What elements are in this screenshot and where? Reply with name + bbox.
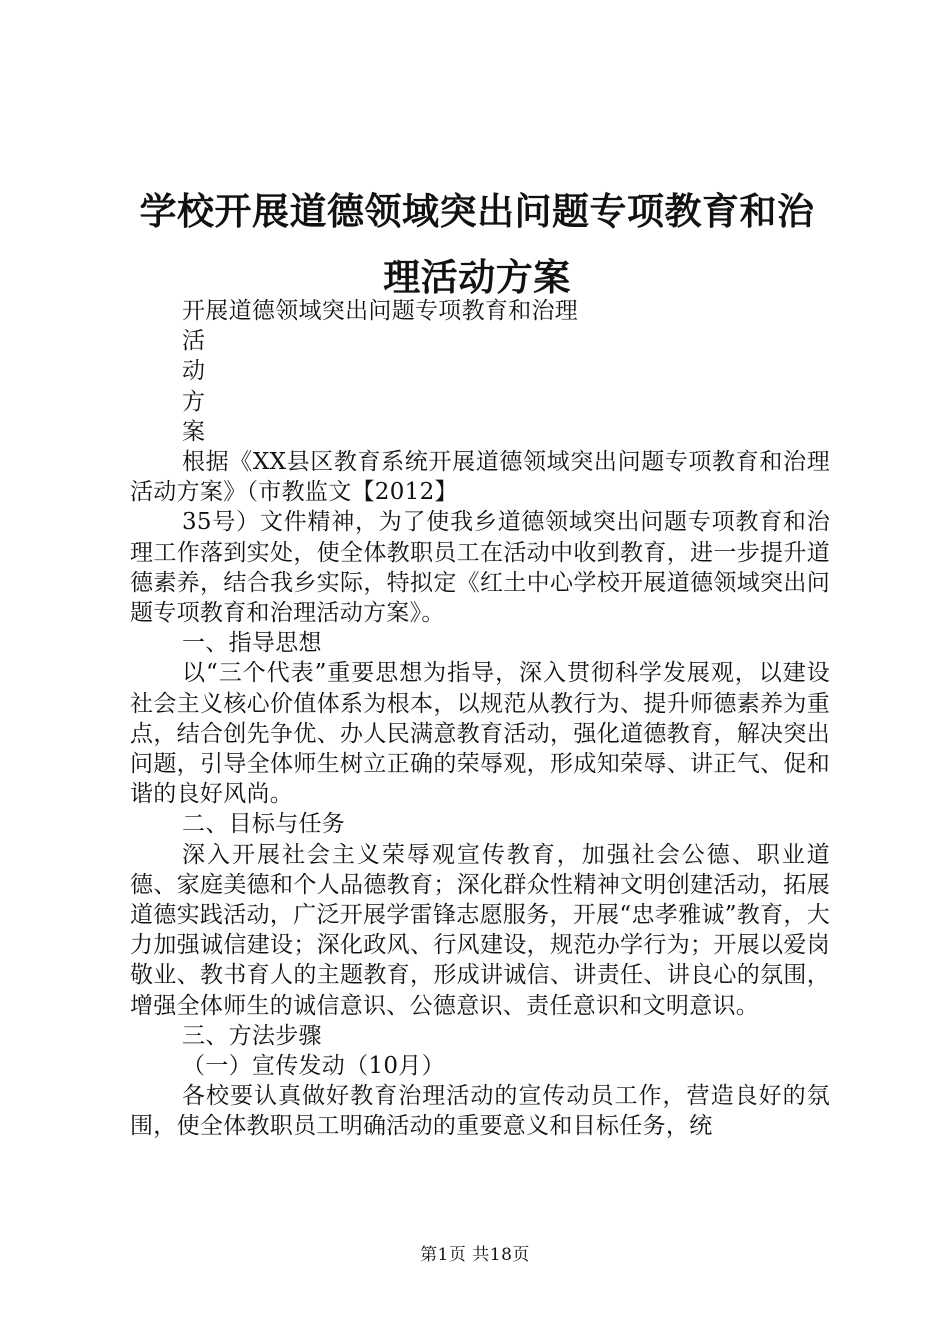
paragraph: 根据《XX县区教育系统开展道德领域突出问题专项教育和治理活动方案》（市教监文【2012】 (130, 449, 830, 506)
subtitle-char: 案 (182, 418, 206, 445)
paragraph: 各校要认真做好教育治理活动的宣传动员工作，营造良好的氛围，使全体教职员工明确活动的重要意义和目标任务，统 (130, 1083, 830, 1140)
section-heading: 三、方法步骤 (182, 1022, 322, 1049)
section-heading: 二、目标与任务 (182, 811, 346, 838)
subtitle-line: 开展道德领域突出问题专项教育和治理 (182, 298, 579, 324)
subtitle-char: 活 (182, 328, 206, 355)
document-body (130, 296, 830, 1142)
subtitle-char: 方 (182, 388, 206, 415)
paragraph: 深入开展社会主义荣辱观宣传教育，加强社会公德、职业道德、家庭美德和个人品德教育；深化群众性精神文明创建活动，拓展道德实践活动，广泛开展学雷锋志愿服务，开展“忠孝雅诚”教育，大力加强诚信建设；深化政风、行风建设，规范办学行为；开展以爱岗敬业、教书育人的主题教育，形成讲诚信、讲责任、讲良心的氛围，增强全体师生的诚信意识、公德意识、责任意识和文明意识。 (130, 841, 830, 1019)
paragraph: 35号）文件精神，为了使我乡道德领域突出问题专项教育和治理工作落到实处，使全体教职员工在活动中收到教育，进一步提升道德素养，结合我乡实际，特拟定《红土中心学校开展道德领域突出问题专项教育和治理活动方案》。 (130, 509, 830, 627)
page-footer: 第1页 共18页 (420, 1245, 530, 1265)
paragraph: 以“三个代表”重要思想为指导，深入贯彻科学发展观，以建设社会主义核心价值体系为根本，以规范从教行为、提升师德素养为重点，结合创先争优、办人民满意教育活动，强化道德教育，解决突出问题，引导全体师生树立正确的荣辱观，形成知荣辱、讲正气、促和谐的良好风尚。 (130, 660, 830, 808)
subsection-heading: （一）宣传发动（10月） (182, 1053, 445, 1080)
section-heading: 一、指导思想 (182, 630, 322, 657)
subtitle-char: 动 (182, 358, 206, 385)
document-title: 学校开展道德领域突出问题专项教育和治理活动方案 (139, 189, 815, 299)
